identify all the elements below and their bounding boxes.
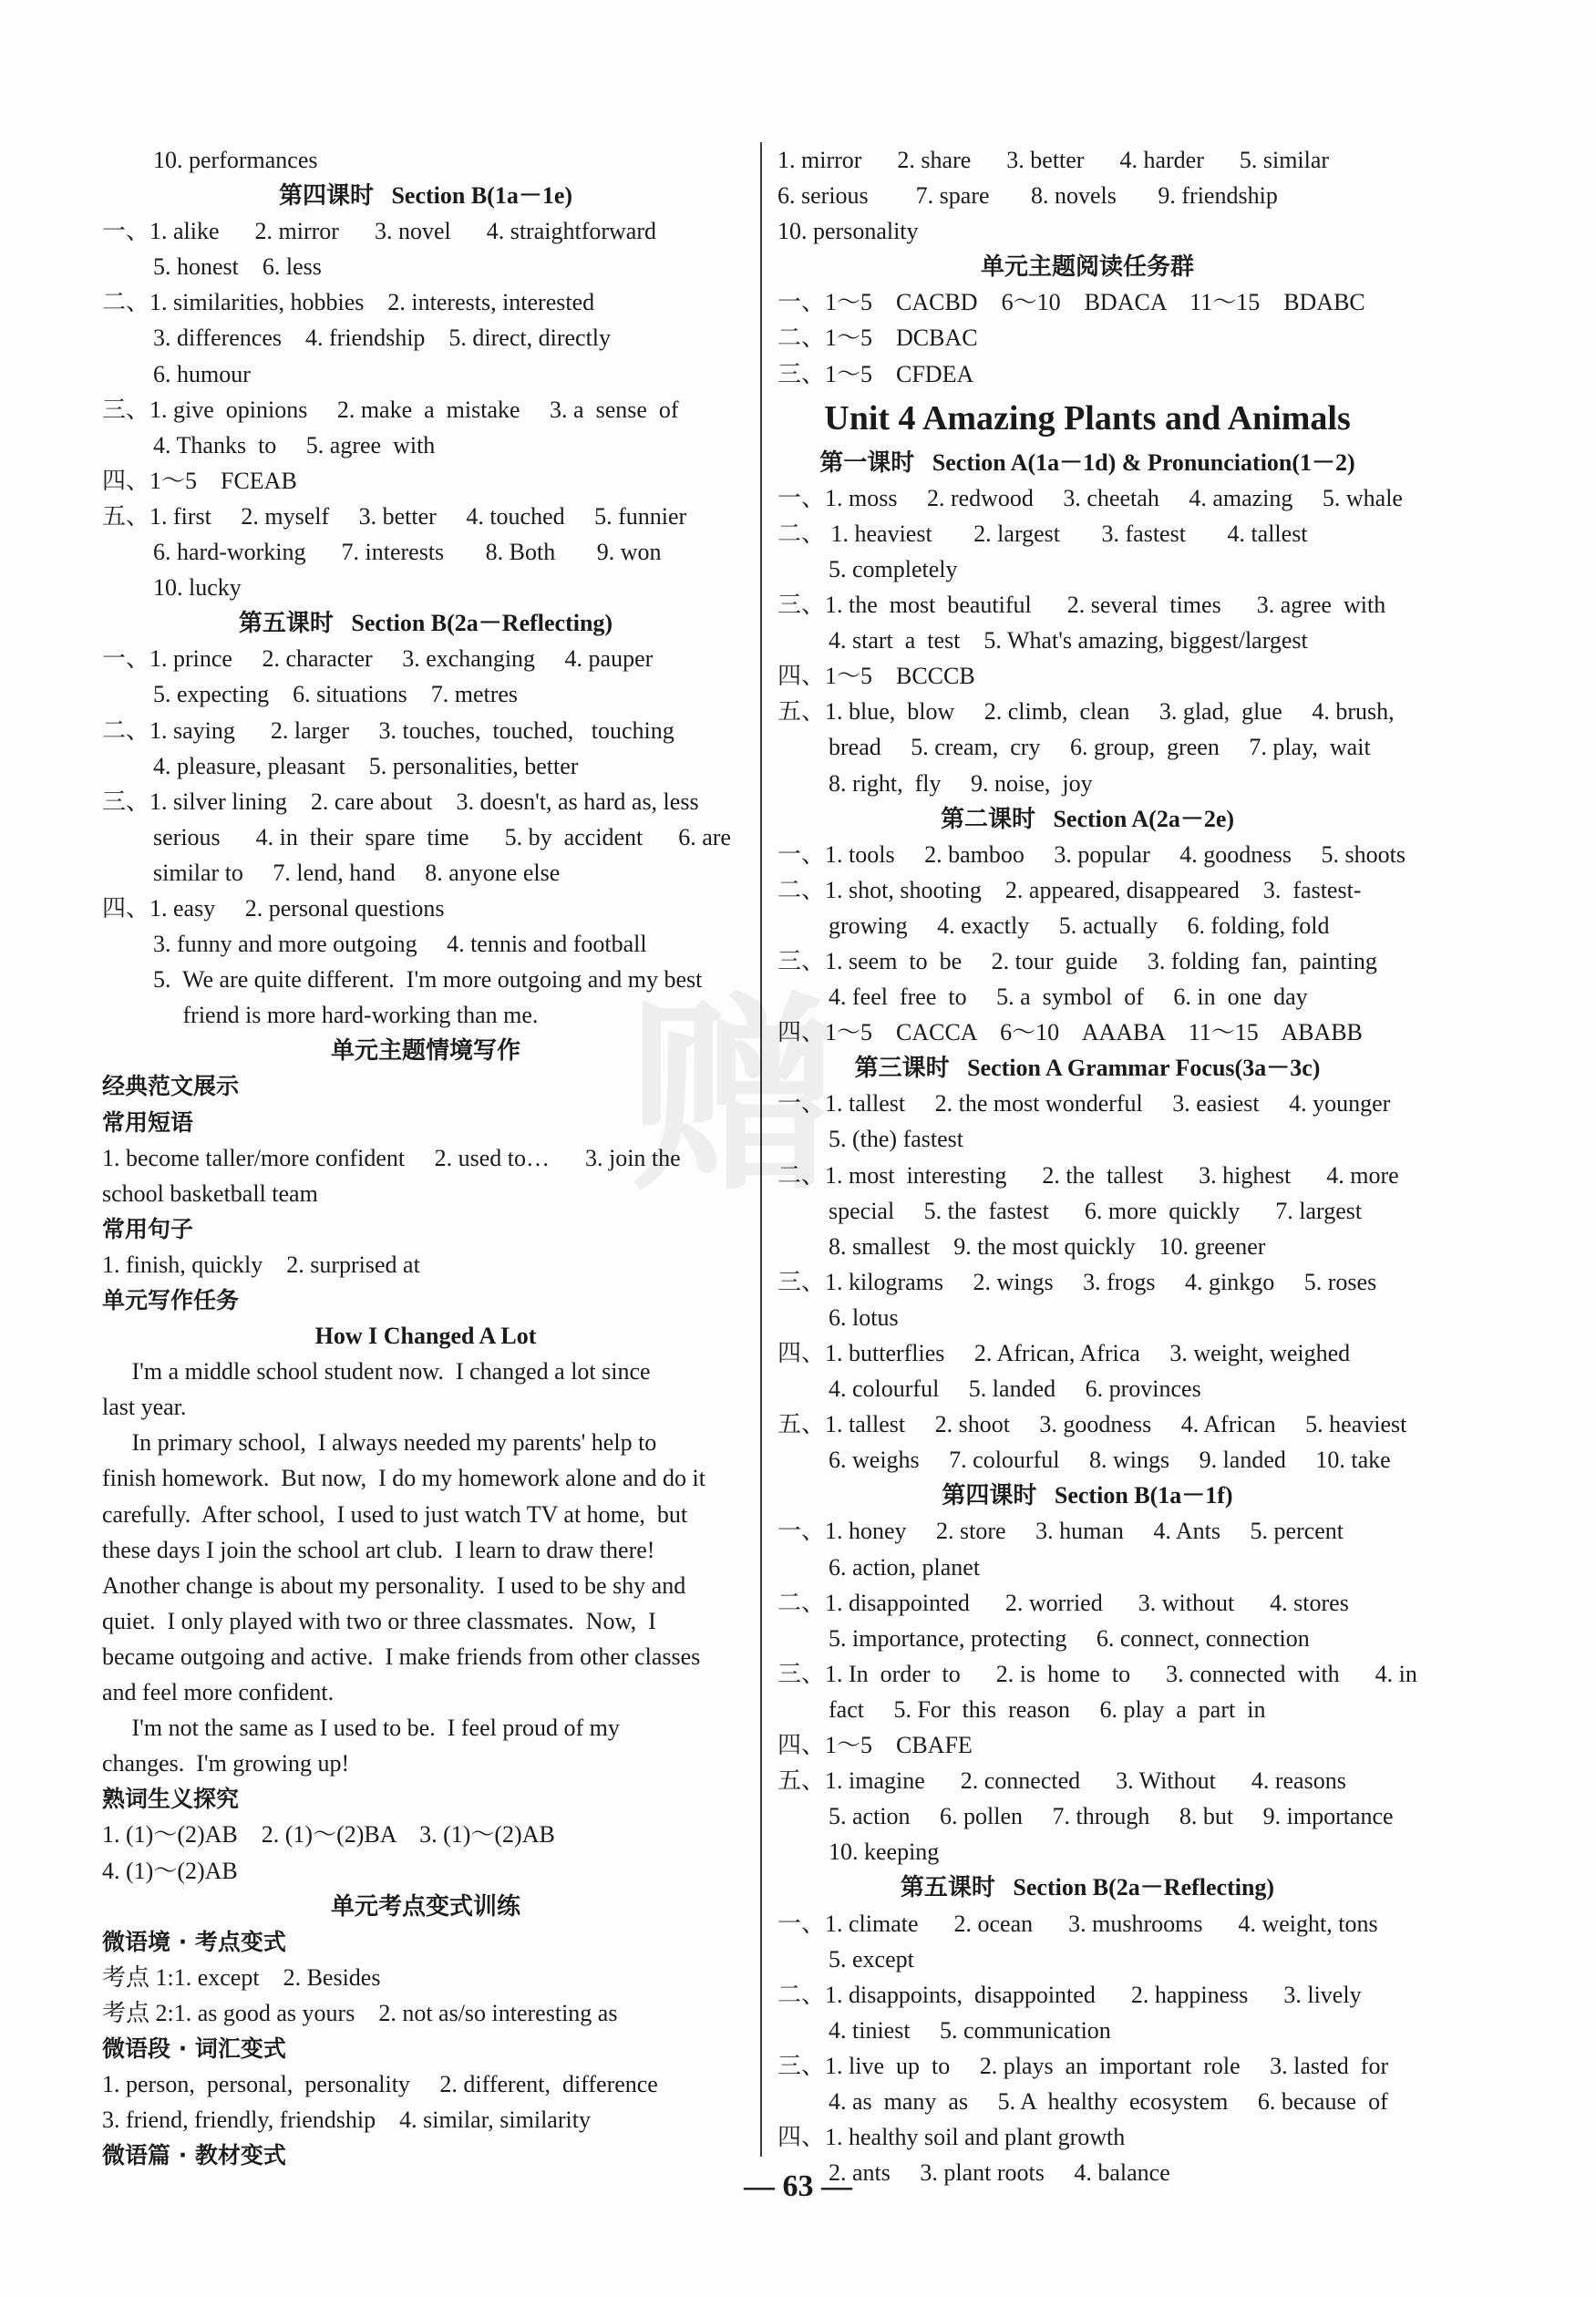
answer-line: 5. except	[829, 1945, 914, 1973]
answer-line: 三、1. In order to 2. is home to 3. connected with 4. in	[777, 1660, 1417, 1687]
answer-line: 4. as many as 5. A healthy ecosystem 6. because of	[829, 2087, 1388, 2115]
answer-line: 一、1. prince 2. character 3. exchanging 4. pauper	[102, 645, 654, 673]
answer-line: 2. ants 3. plant roots 4. balance	[829, 2159, 1170, 2187]
answer-line: 8. right, fly 9. noise, joy	[829, 769, 1093, 797]
section-heading: 第三课时 Section A Grammar Focus(3a－3c)	[854, 1055, 1321, 1082]
answer-line: special 5. the fastest 6. more quickly 7. largest	[829, 1197, 1363, 1224]
answer-line: I'm not the same as I used to be. I feel proud of my	[102, 1715, 620, 1742]
answer-line: 四、1～5 CBAFE	[777, 1732, 973, 1759]
answer-line: 4. colourful 5. landed 6. provinces	[829, 1375, 1201, 1403]
answer-line: 1. mirror 2. share 3. better 4. harder 5. similar	[777, 147, 1330, 173]
answer-line: 一、1. moss 2. redwood 3. cheetah 4. amazing 5. whale	[777, 484, 1403, 511]
subsection-label: 经典范文展示	[102, 1073, 240, 1100]
answer-line: 四、1～5 BCCCB	[777, 663, 975, 690]
answer-line: bread 5. cream, cry 6. group, green 7. play, wait	[829, 734, 1371, 761]
answer-line: 二、1. disappoints, disappointed 2. happiness 3. lively	[777, 1981, 1362, 2008]
answer-line: 一、1～5 CACBD 6～10 BDACA 11～15 BDABC	[777, 289, 1365, 316]
answer-line: 10. personality	[777, 218, 919, 245]
answer-line: Another change is about my personality. I used to be shy and	[102, 1571, 686, 1599]
answer-line: 1. finish, quickly 2. surprised at	[102, 1251, 420, 1278]
answer-line: 三、1. seem to be 2. tour guide 3. folding fan, painting	[777, 947, 1377, 974]
answer-line: 6. weighs 7. colourful 8. wings 9. landed 10. take	[829, 1447, 1391, 1474]
answer-line: 10. lucky	[153, 574, 242, 602]
answer-line: 6. hard-working 7. interests 8. Both 9. won	[153, 539, 662, 566]
answer-line: serious 4. in their spare time 5. by accident 6. are	[153, 823, 731, 850]
answer-line: 四、1～5 FCEAB	[102, 467, 297, 494]
answer-line: 5. honest 6. less	[153, 253, 322, 281]
subsection-label: 微语段 · 词汇变式	[102, 2034, 286, 2062]
answer-line: 二、1. shot, shooting 2. appeared, disappeared 3. fastest-	[777, 876, 1362, 903]
answer-line: 考点 1:1. except 2. Besides	[102, 1963, 381, 1991]
answer-line: these days I join the school art club. I learn to draw there!	[102, 1536, 655, 1563]
section-heading: 单元主题阅读任务群	[980, 253, 1194, 281]
answer-line: became outgoing and active. I make friends from other classes	[102, 1643, 701, 1670]
answer-line: 5. (the) fastest	[829, 1126, 964, 1153]
answer-line: 一、1. tallest 2. the most wonderful 3. easiest 4. younger	[777, 1090, 1391, 1118]
answer-line: 4. tiniest 5. communication	[829, 2016, 1111, 2044]
right-column	[777, 142, 1417, 2190]
section-heading: 第五课时 Section B(2a－Reflecting)	[238, 610, 613, 637]
answer-line: 二、1～5 DCBAC	[777, 324, 978, 352]
answer-line: 5. We are quite different. I'm more outgoing and my best	[153, 966, 703, 994]
answer-line: 四、1～5 CACCA 6～10 AAABA 11～15 ABABB	[777, 1019, 1363, 1046]
answer-line: fact 5. For this reason 6. play a part in	[829, 1695, 1266, 1723]
answer-line: 3. funny and more outgoing 4. tennis and football	[153, 931, 647, 958]
answer-line: 四、1. butterflies 2. African, Africa 3. weight, weighed	[777, 1340, 1351, 1366]
section-heading: How I Changed A Lot	[314, 1323, 537, 1350]
answer-line: 6. action, planet	[829, 1553, 981, 1581]
answer-line: quiet. I only played with two or three classmates. Now, I	[102, 1607, 656, 1634]
answer-line: 五、1. tallest 2. shoot 3. goodness 4. African 5. heaviest	[777, 1411, 1407, 1438]
answer-line: 6. serious 7. spare 8. novels 9. friendship	[777, 182, 1278, 210]
answer-line: 5. importance, protecting 6. connect, connection	[829, 1624, 1310, 1652]
answer-line: 1. person, personal, personality 2. different, difference	[102, 2071, 658, 2098]
right-column-top	[777, 142, 1397, 392]
answer-line: 5. action 6. pollen 7. through 8. but 9. importance	[829, 1803, 1394, 1830]
section-heading: 单元考点变式训练	[330, 1892, 520, 1920]
page-number: — 63 —	[744, 2169, 852, 2203]
answer-line: 10. performances	[153, 147, 318, 173]
subsection-label: 微语篇 · 教材变式	[102, 2142, 286, 2169]
answer-line: 一、1. tools 2. bamboo 3. popular 4. goodness 5. shoots	[777, 840, 1406, 868]
unit-title: Unit 4 Amazing Plants and Animals	[824, 398, 1351, 438]
answer-line: 二、 1. heaviest 2. largest 3. fastest 4. tallest	[777, 520, 1308, 547]
answer-line: 五、1. blue, blow 2. climb, clean 3. glad, glue 4. brush,	[777, 698, 1395, 726]
answer-line: 四、1. healthy soil and plant growth	[777, 2124, 1126, 2151]
answer-line: 6. humour	[153, 360, 251, 387]
answer-line: 三、1～5 CFDEA	[777, 360, 974, 387]
answer-line: 一、1. climate 2. ocean 3. mushrooms 4. weight, tons	[777, 1910, 1378, 1937]
answer-line: 4. (1)～(2)AB	[102, 1857, 238, 1884]
answer-line: 二、1. similarities, hobbies 2. interests, interested	[102, 289, 595, 316]
answer-line: 三、1. kilograms 2. wings 3. frogs 4. ginkgo 5. roses	[777, 1268, 1377, 1295]
section-heading: 第四课时 Section B(1a－1f)	[942, 1482, 1233, 1509]
answer-line: finish homework. But now, I do my homework alone and do it	[102, 1465, 705, 1492]
answer-line: friend is more hard-working than me.	[153, 1002, 539, 1029]
answer-line: 3. differences 4. friendship 5. direct, directly	[153, 324, 612, 352]
answer-line: 三、1. live up to 2. plays an important role 3. lasted for	[777, 2052, 1389, 2079]
subsection-label: 单元写作任务	[102, 1287, 240, 1313]
subsection-label: 熟词生义探究	[102, 1786, 240, 1813]
answer-line: changes. I'm growing up!	[102, 1750, 350, 1777]
answer-line: 1. (1)～(2)AB 2. (1)～(2)BA 3. (1)～(2)AB	[102, 1821, 555, 1849]
answer-line: 4. start a test 5. What's amazing, biggest/largest	[829, 627, 1308, 654]
answer-line: 10. keeping	[829, 1839, 940, 1866]
answer-line: 5. expecting 6. situations 7. metres	[153, 681, 519, 708]
answer-line: 3. friend, friendly, friendship 4. similar, similarity	[102, 2106, 591, 2134]
answer-line: In primary school, I always needed my parents' help to	[102, 1429, 657, 1457]
answer-line: 三、1. silver lining 2. care about 3. doesn't, as hard as, less	[102, 788, 699, 815]
answer-line: 6. lotus	[829, 1303, 899, 1331]
answer-line: 五、1. imagine 2. connected 3. Without 4. reasons	[777, 1767, 1346, 1795]
answer-line: 三、1. give opinions 2. make a mistake 3. a sense of	[102, 396, 679, 423]
right-column-bottom	[777, 445, 1417, 2191]
answer-line: similar to 7. lend, hand 8. anyone else	[153, 859, 561, 886]
answer-line: I'm a middle school student now. I changed a lot since	[102, 1358, 651, 1385]
answer-line: carefully. After school, I used to just watch TV at home, but	[102, 1500, 688, 1528]
answer-line: 一、1. honey 2. store 3. human 4. Ants 5. percent	[777, 1518, 1344, 1545]
section-heading: 第五课时 Section B(2a－Reflecting)	[900, 1874, 1275, 1901]
answer-line: last year.	[102, 1394, 187, 1421]
answer-line: 二、1. disappointed 2. worried 3. without 4. stores	[777, 1589, 1349, 1616]
answer-line: 4. Thanks to 5. agree with	[153, 431, 436, 458]
answer-line: 五、1. first 2. myself 3. better 4. touched 5. funnier	[102, 502, 687, 530]
answer-line: 四、1. easy 2. personal questions	[102, 894, 445, 922]
answer-line: growing 4. exactly 5. actually 6. folding, fold	[829, 912, 1330, 939]
answer-line: 二、1. saying 2. larger 3. touches, touched, touching	[102, 716, 674, 744]
answer-line: 二、1. most interesting 2. the tallest 3. highest 4. more	[777, 1161, 1399, 1189]
subsection-label: 微语境 · 考点变式	[102, 1928, 286, 1955]
answer-line: 8. smallest 9. the most quickly 10. greener	[829, 1232, 1266, 1260]
section-heading: 第四课时 Section B(1a－1e)	[278, 182, 573, 210]
watermark-stamp: 赠	[629, 976, 839, 1220]
answer-line: school basketball team	[102, 1179, 318, 1207]
section-heading: 单元主题情境写作	[330, 1037, 520, 1065]
answer-line: 三、1. the most beautiful 2. several times 3. agree with	[777, 592, 1386, 619]
answer-line: 4. feel free to 5. a symbol of 6. in one day	[829, 984, 1308, 1011]
subsection-label: 常用短语	[102, 1108, 194, 1136]
answer-line: 1. become taller/more confident 2. used to… 3. join the	[102, 1144, 681, 1171]
answer-line: 4. pleasure, pleasant 5. personalities, better	[153, 752, 579, 779]
answer-line: and feel more confident.	[102, 1679, 335, 1706]
answer-line: 考点 2:1. as good as yours 2. not as/so interesting as	[102, 1999, 618, 2026]
subsection-label: 常用句子	[102, 1215, 194, 1242]
answer-line: 一、1. alike 2. mirror 3. novel 4. straightforward	[102, 218, 656, 245]
section-heading: 第二课时 Section A(2a－2e)	[940, 805, 1235, 832]
answer-line: 5. completely	[829, 555, 958, 582]
section-heading: 第一课时 Section A(1a－1d) & Pronunciation(1－2)	[819, 448, 1355, 476]
